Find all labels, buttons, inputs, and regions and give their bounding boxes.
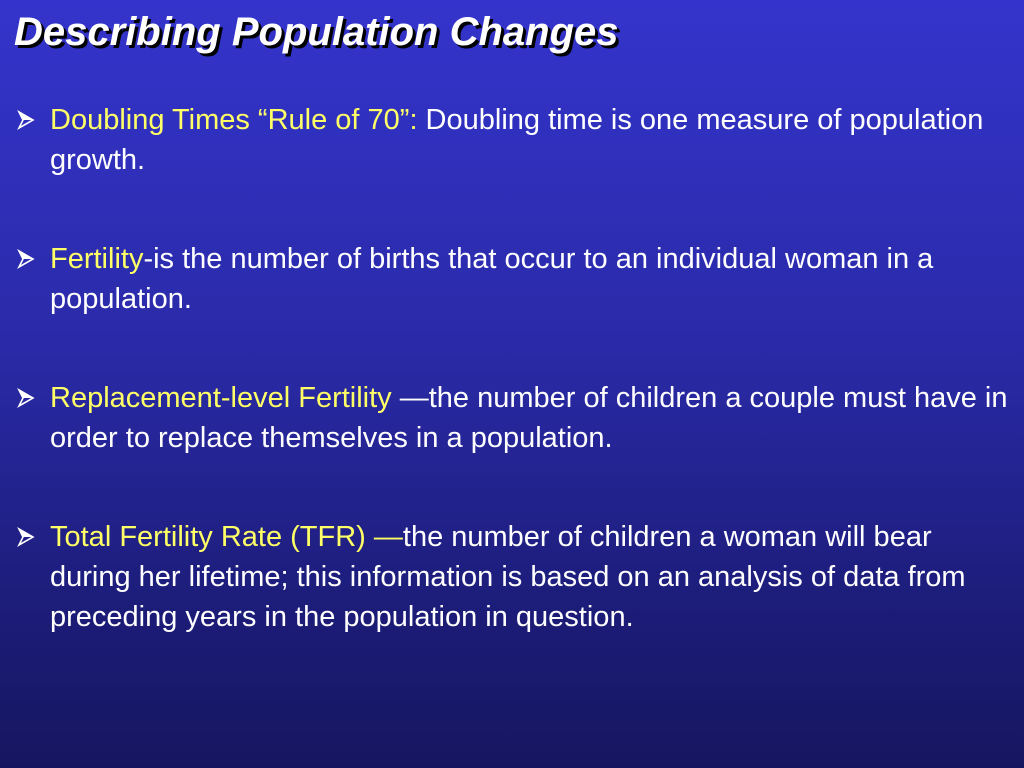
bullet-item-replacement-level-fertility bbox=[14, 378, 1014, 458]
arrowhead-bullet-icon bbox=[14, 100, 40, 140]
bullet-item-doubling-times bbox=[14, 100, 1014, 180]
arrowhead-bullet-icon bbox=[14, 239, 40, 279]
bullet-item-total-fertility-rate bbox=[14, 517, 1014, 637]
bullet-item-fertility bbox=[14, 239, 1014, 319]
bullet-text: the number of children a woman will bear during her lifetime; this information is based on an analysis of data from preceding years in the population in question. bbox=[50, 521, 966, 633]
arrowhead-bullet-icon bbox=[14, 517, 40, 557]
bullet-term: Fertility bbox=[50, 243, 144, 275]
bullet-list bbox=[14, 100, 1014, 637]
bullet-text: Doubling time is one measure of population growth. bbox=[50, 104, 984, 176]
bullet-term: Total Fertility Rate (TFR) bbox=[50, 521, 366, 553]
bullet-text: —the number of children a couple must have in order to replace themselves in a population. bbox=[50, 382, 1008, 454]
bullet-dash: — bbox=[365, 521, 403, 553]
bullet-term: Replacement-level Fertility bbox=[50, 382, 392, 414]
arrowhead-bullet-icon bbox=[14, 378, 40, 418]
slide-title: Describing Population Changes bbox=[14, 10, 619, 54]
bullet-text: -is the number of births that occur to an individual woman in a population. bbox=[50, 243, 934, 315]
bullet-term: Doubling Times “Rule of 70”: bbox=[50, 104, 418, 136]
